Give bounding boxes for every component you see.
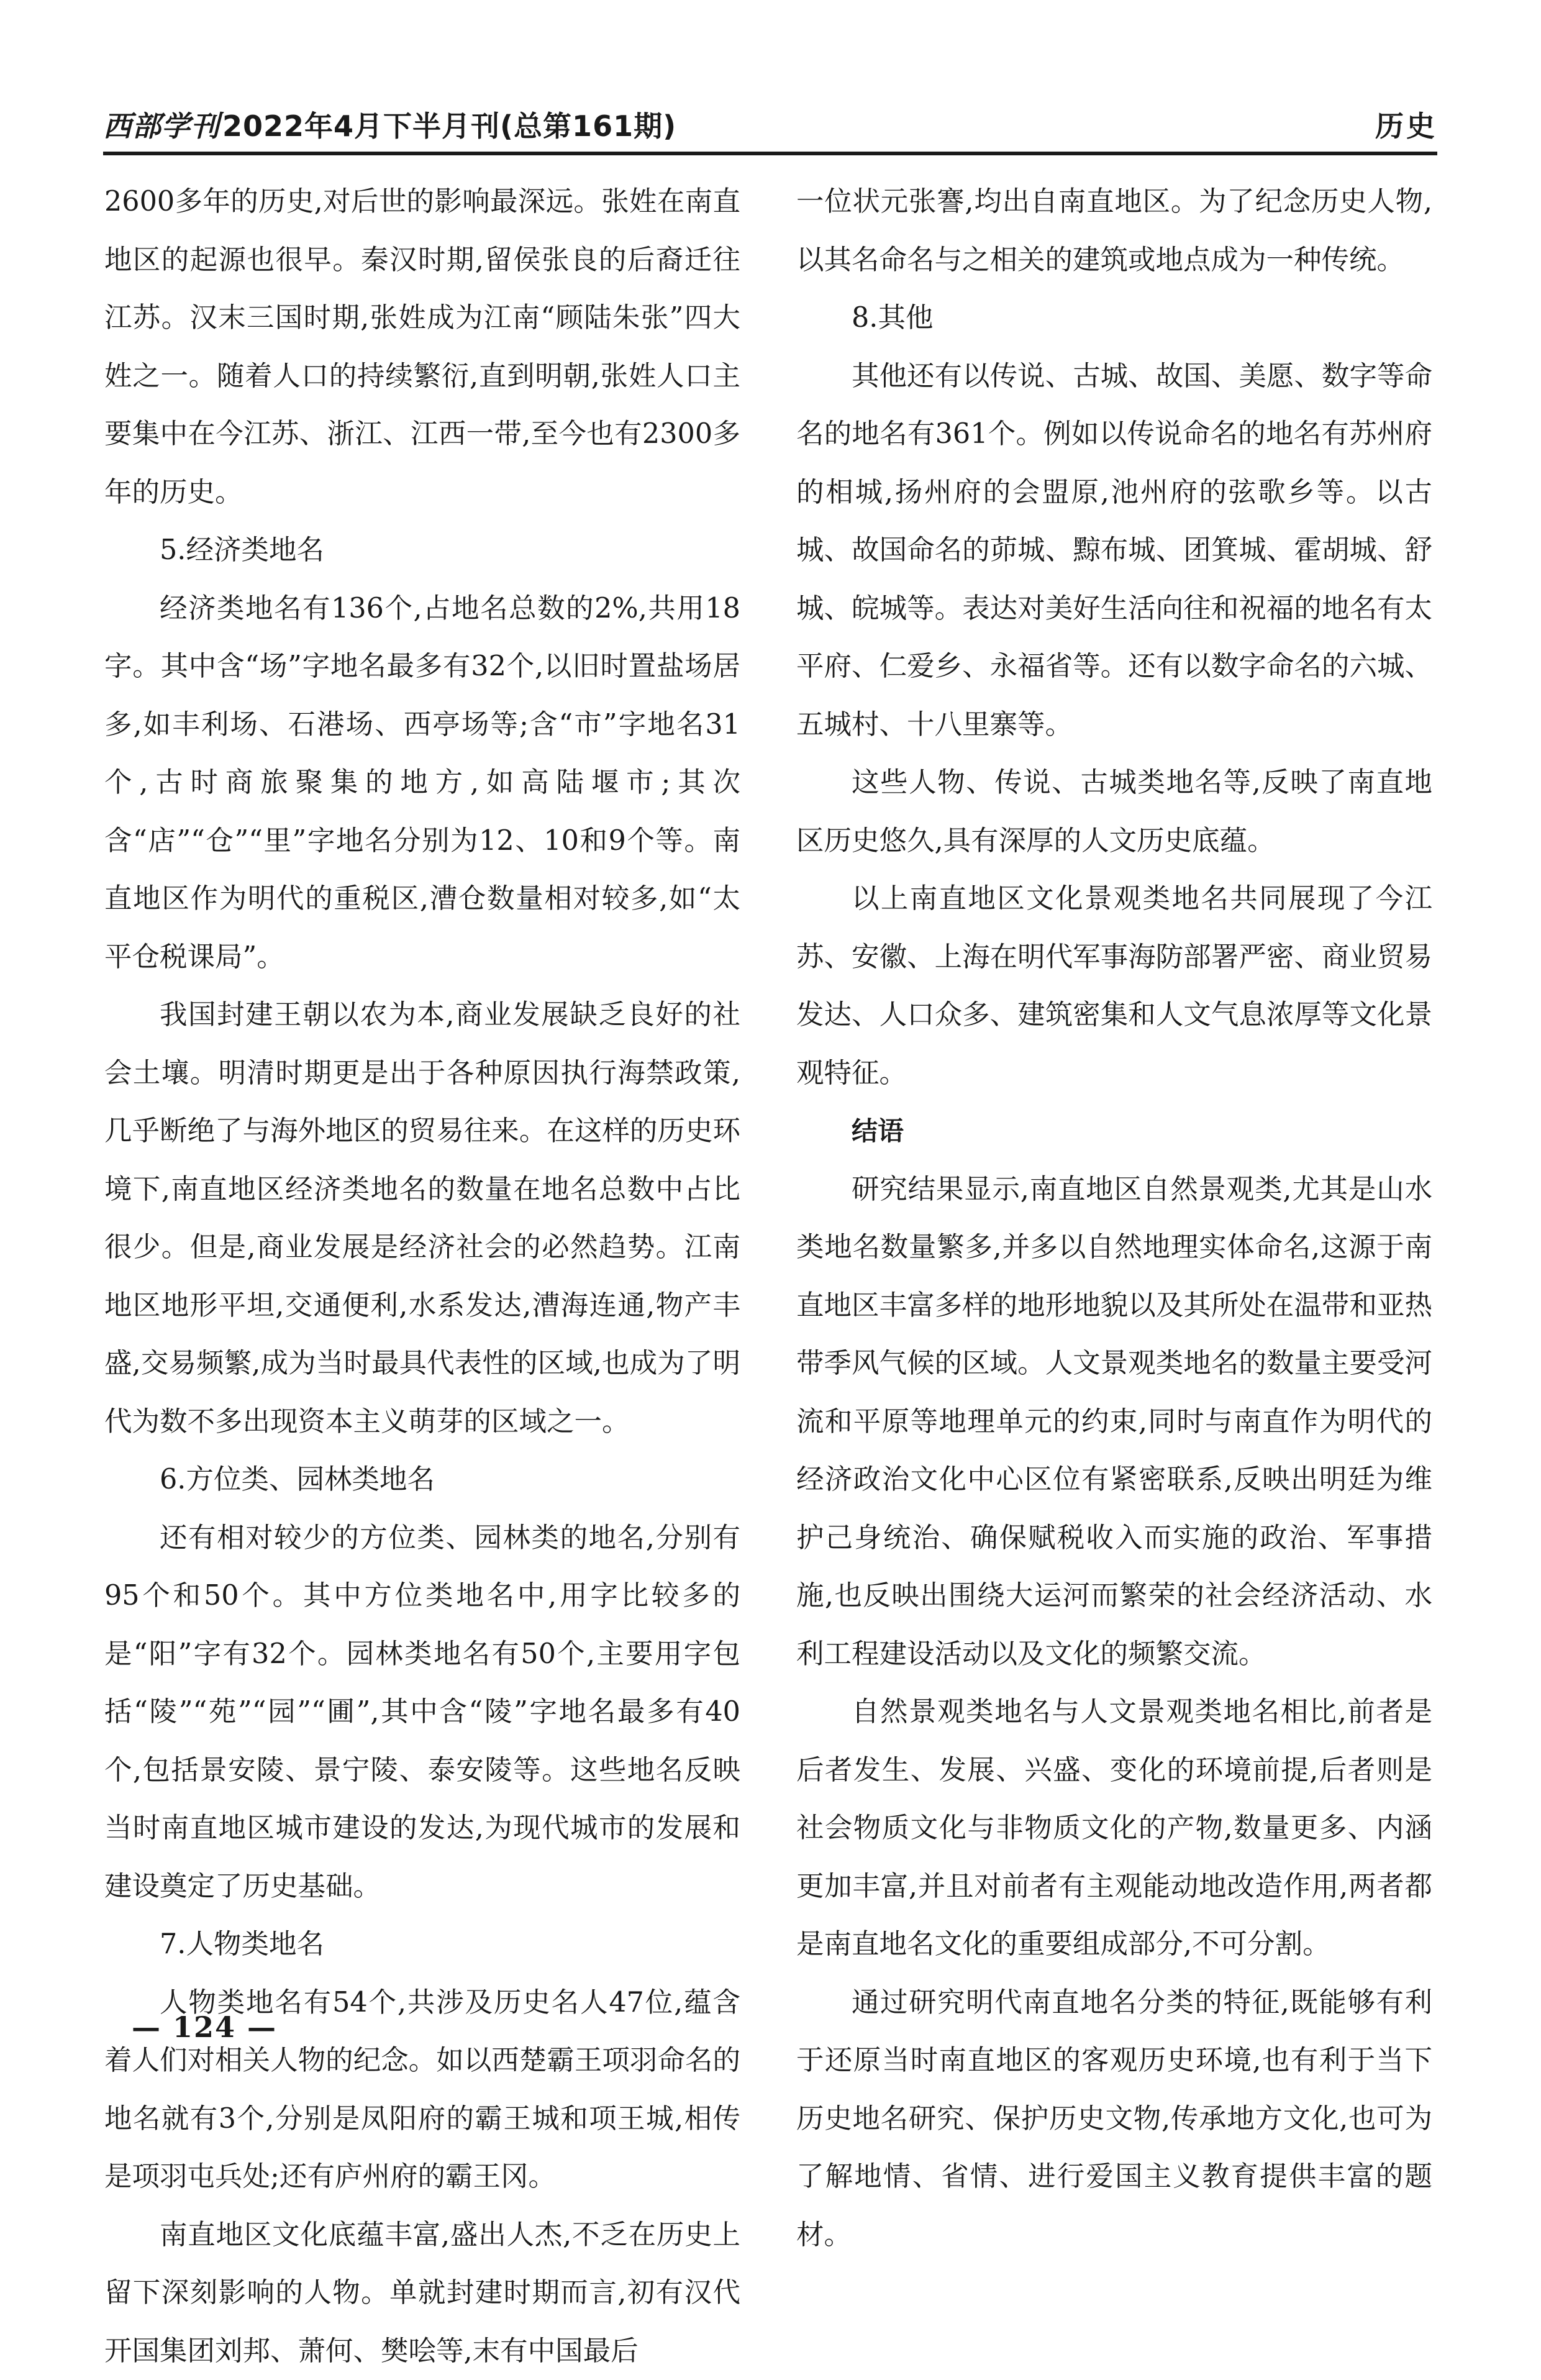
page-header <box>103 104 1437 148</box>
paragraph: 一位状元张謇,均出自南直地区。为了纪念历史人物,以其名命名与之相关的建筑或地点成为一种传统。 <box>796 173 1432 289</box>
paragraph: 南直地区文化底蕴丰富,盛出人杰,不乏在历史上留下深刻影响的人物。单就封建时期而言,初有汉代开国集团刘邦、萧何、樊哙等,末有中国最后 <box>104 2206 740 2380</box>
paragraph: 自然景观类地名与人文景观类地名相比,前者是后者发生、发展、兴盛、变化的环境前提,后者则是社会物质文化与非物质文化的产物,数量更多、内涵更加丰富,并且对前者有主观能动地改造作用,两者都是南直地名文化的重要组成部分,不可分割。 <box>796 1683 1432 1974</box>
paragraph: 还有相对较少的方位类、园林类的地名,分别有95个和50个。其中方位类地名中,用字比较多的是“阳”字有32个。园林类地名有50个,主要用字包括“陵”“苑”“园”“圃”,其中含“陵”字地名最多有40个,包括景安陵、景宁陵、泰安陵等。这些地名反映当时南直地区城市建设的发达,为现代城市的发展和建设奠定了历史基础。 <box>104 1509 740 1916</box>
page-number: — 124 — <box>132 2005 277 2049</box>
section-heading: 6.方位类、园林类地名 <box>104 1451 740 1509</box>
paragraph: 这些人物、传说、古城类地名等,反映了南直地区历史悠久,具有深厚的人文历史底蕴。 <box>796 754 1432 870</box>
journal-logo: 西部学刊 <box>103 109 220 143</box>
paragraph: 研究结果显示,南直地区自然景观类,尤其是山水类地名数量繁多,并多以自然地理实体命名,这源于南直地区丰富多样的地形地貌以及其所处在温带和亚热带季风气候的区域。人文景观类地名的数量主要受河流和平原等地理单元的约束,同时与南直作为明代的经济政治文化中心区位有紧密联系,反映出明廷为维护己身统治、确保赋税收入而实施的政治、军事措施,也反映出围绕大运河而繁荣的社会经济活动、水利工程建设活动以及文化的频繁交流。 <box>796 1160 1432 1684</box>
header-rule <box>103 152 1437 155</box>
section-heading: 7.人物类地名 <box>104 1915 740 1974</box>
section-heading: 5.经济类地名 <box>104 521 740 580</box>
paragraph: 2600多年的历史,对后世的影响最深远。张姓在南直地区的起源也很早。秦汉时期,留侯张良的后裔迁往江苏。汉末三国时期,张姓成为江南“顾陆朱张”四大姓之一。随着人口的持续繁衍,直到明朝,张姓人口主要集中在今江苏、浙江、江西一带,至今也有2300多年的历史。 <box>104 173 740 521</box>
journal-issue: 2022年4月下半月刊(总第161期) <box>222 109 676 143</box>
paragraph: 以上南直地区文化景观类地名共同展现了今江苏、安徽、上海在明代军事海防部署严密、商业贸易发达、人口众多、建筑密集和人文气息浓厚等文化景观特征。 <box>796 870 1432 1102</box>
left-column <box>104 173 740 2380</box>
right-column <box>796 173 1432 2264</box>
paragraph: 其他还有以传说、古城、故国、美愿、数字等命名的地名有361个。例如以传说命名的地名有苏州府的相城,扬州府的会盟原,池州府的弦歌乡等。以古城、故国命名的茆城、黥布城、团箕城、霍胡城、舒城、皖城等。表达对美好生活向往和祝福的地名有太平府、仁爱乡、永福省等。还有以数字命名的六城、五城村、十八里寨等。 <box>796 347 1432 754</box>
paragraph: 经济类地名有136个,占地名总数的2%,共用18字。其中含“场”字地名最多有32个,以旧时置盐场居多,如丰利场、石港场、西亭场等;含“市”字地名31个,古时商旅聚集的地方,如高陆堰市;其次含“店”“仓”“里”字地名分别为12、10和9个等。南直地区作为明代的重税区,漕仓数量相对较多,如“太平仓税课局”。 <box>104 580 740 987</box>
paragraph: 我国封建王朝以农为本,商业发展缺乏良好的社会土壤。明清时期更是出于各种原因执行海禁政策,几乎断绝了与海外地区的贸易往来。在这样的历史环境下,南直地区经济类地名的数量在地名总数中占比很少。但是,商业发展是经济社会的必然趋势。江南地区地形平坦,交通便利,水系发达,漕海连通,物产丰盛,交易频繁,成为当时最具代表性的区域,也成为了明代为数不多出现资本主义萌芽的区域之一。 <box>104 986 740 1451</box>
section-label: 历史 <box>1375 104 1437 148</box>
section-heading: 8.其他 <box>796 289 1432 347</box>
paragraph: 通过研究明代南直地名分类的特征,既能够有利于还原当时南直地区的客观历史环境,也有利于当下历史地名研究、保护历史文物,传承地方文化,也可为了解地情、省情、进行爱国主义教育提供丰富的题材。 <box>796 1974 1432 2264</box>
conclusion-heading: 结语 <box>796 1102 1432 1160</box>
paragraph: 人物类地名有54个,共涉及历史名人47位,蕴含着人们对相关人物的纪念。如以西楚霸王项羽命名的地名就有3个,分别是凤阳府的霸王城和项王城,相传是项羽屯兵处;还有庐州府的霸王冈。 <box>104 1974 740 2206</box>
journal-title <box>103 104 676 148</box>
